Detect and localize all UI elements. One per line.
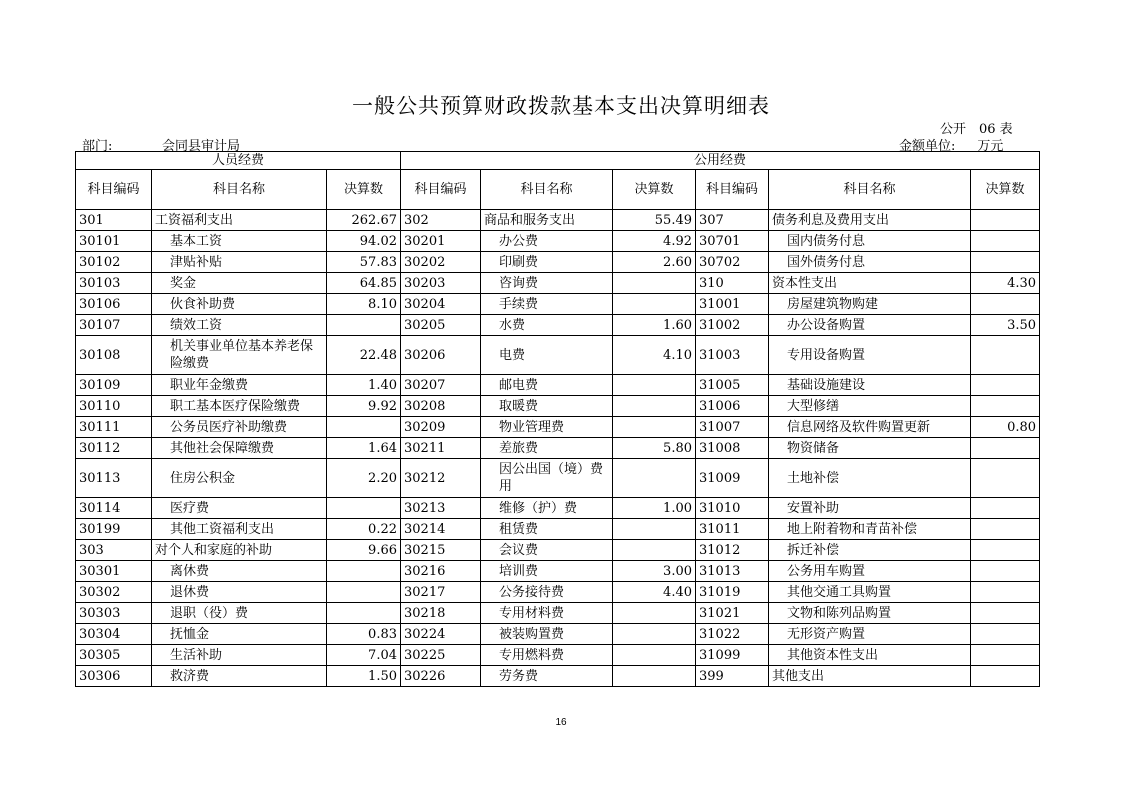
cell-name: 取暖费 xyxy=(481,396,613,417)
cell-name: 医疗费 xyxy=(152,498,327,519)
cell-name: 会议费 xyxy=(481,540,613,561)
cell-name: 伙食补助费 xyxy=(152,294,327,315)
cell-code: 30203 xyxy=(401,273,481,294)
cell-code: 30226 xyxy=(401,666,481,687)
cell-code: 31099 xyxy=(696,645,769,666)
cell-amount: 1.64 xyxy=(327,438,401,459)
cell-amount xyxy=(971,666,1040,687)
cell-code: 31008 xyxy=(696,438,769,459)
cell-amount xyxy=(613,519,696,540)
cell-amount xyxy=(971,231,1040,252)
cell-amount: 1.50 xyxy=(327,666,401,687)
cell-name: 咨询费 xyxy=(481,273,613,294)
table-row xyxy=(76,231,1040,252)
cell-name: 职业年金缴费 xyxy=(152,375,327,396)
cell-amount xyxy=(613,417,696,438)
cell-code: 30101 xyxy=(76,231,152,252)
cell-code: 30113 xyxy=(76,459,152,498)
cell-code: 30303 xyxy=(76,603,152,624)
cell-code: 30306 xyxy=(76,666,152,687)
cell-name: 专用材料费 xyxy=(481,603,613,624)
cell-code: 31007 xyxy=(696,417,769,438)
cell-code: 30305 xyxy=(76,645,152,666)
cell-name: 其他支出 xyxy=(769,666,971,687)
cell-amount: 2.20 xyxy=(327,459,401,498)
cell-amount xyxy=(613,603,696,624)
cell-code: 30205 xyxy=(401,315,481,336)
cell-amount: 4.10 xyxy=(613,336,696,375)
cell-amount: 4.30 xyxy=(971,273,1040,294)
table-row xyxy=(76,459,1040,498)
cell-name: 公务用车购置 xyxy=(769,561,971,582)
header-amount: 决算数 xyxy=(327,170,401,210)
cell-amount xyxy=(327,561,401,582)
table-row xyxy=(76,540,1040,561)
cell-name: 津贴补贴 xyxy=(152,252,327,273)
cell-code: 30110 xyxy=(76,396,152,417)
table-row xyxy=(76,396,1040,417)
cell-name: 基础设施建设 xyxy=(769,375,971,396)
cell-code: 30701 xyxy=(696,231,769,252)
cell-name: 奖金 xyxy=(152,273,327,294)
cell-amount: 3.00 xyxy=(613,561,696,582)
cell-name: 维修（护）费 xyxy=(481,498,613,519)
cell-amount xyxy=(613,624,696,645)
cell-name: 退休费 xyxy=(152,582,327,603)
cell-name: 机关事业单位基本养老保险缴费 xyxy=(152,336,327,375)
cell-code: 31005 xyxy=(696,375,769,396)
cell-amount xyxy=(613,459,696,498)
cell-code: 307 xyxy=(696,210,769,231)
cell-name: 物资储备 xyxy=(769,438,971,459)
cell-amount: 8.10 xyxy=(327,294,401,315)
cell-name: 公务员医疗补助缴费 xyxy=(152,417,327,438)
cell-amount: 1.40 xyxy=(327,375,401,396)
cell-name: 文物和陈列品购置 xyxy=(769,603,971,624)
cell-name: 其他资本性支出 xyxy=(769,645,971,666)
cell-amount: 0.22 xyxy=(327,519,401,540)
cell-code: 30301 xyxy=(76,561,152,582)
cell-name: 拆迁补偿 xyxy=(769,540,971,561)
cell-amount xyxy=(327,498,401,519)
cell-amount: 5.80 xyxy=(613,438,696,459)
group-personnel: 人员经费 xyxy=(76,152,401,170)
cell-name: 办公设备购置 xyxy=(769,315,971,336)
group-header-row xyxy=(76,152,1040,170)
table-row xyxy=(76,273,1040,294)
cell-amount xyxy=(971,438,1040,459)
cell-code: 301 xyxy=(76,210,152,231)
cell-name: 土地补偿 xyxy=(769,459,971,498)
cell-amount: 9.66 xyxy=(327,540,401,561)
cell-name: 地上附着物和青苗补偿 xyxy=(769,519,971,540)
cell-amount xyxy=(327,582,401,603)
cell-name: 住房公积金 xyxy=(152,459,327,498)
header-code: 科目编码 xyxy=(696,170,769,210)
cell-amount xyxy=(613,273,696,294)
cell-amount: 0.83 xyxy=(327,624,401,645)
cell-amount: 0.80 xyxy=(971,417,1040,438)
cell-amount: 4.92 xyxy=(613,231,696,252)
table-row xyxy=(76,645,1040,666)
cell-name: 公务接待费 xyxy=(481,582,613,603)
cell-amount: 64.85 xyxy=(327,273,401,294)
cell-name: 差旅费 xyxy=(481,438,613,459)
cell-code: 30218 xyxy=(401,603,481,624)
form-number: 公开 06 表 xyxy=(940,122,1013,137)
cell-code: 30215 xyxy=(401,540,481,561)
cell-name: 水费 xyxy=(481,315,613,336)
cell-amount: 7.04 xyxy=(327,645,401,666)
cell-amount: 262.67 xyxy=(327,210,401,231)
table-row xyxy=(76,294,1040,315)
cell-code: 30206 xyxy=(401,336,481,375)
cell-name: 被装购置费 xyxy=(481,624,613,645)
cell-code: 31011 xyxy=(696,519,769,540)
cell-amount: 22.48 xyxy=(327,336,401,375)
cell-name: 劳务费 xyxy=(481,666,613,687)
table-row xyxy=(76,519,1040,540)
cell-code: 30212 xyxy=(401,459,481,498)
cell-code: 30112 xyxy=(76,438,152,459)
cell-amount: 4.40 xyxy=(613,582,696,603)
cell-name: 房屋建筑物购建 xyxy=(769,294,971,315)
cell-name: 印刷费 xyxy=(481,252,613,273)
cell-amount xyxy=(971,624,1040,645)
cell-code: 31010 xyxy=(696,498,769,519)
table-row xyxy=(76,582,1040,603)
cell-amount xyxy=(613,294,696,315)
header-code: 科目编码 xyxy=(76,170,152,210)
group-public: 公用经费 xyxy=(401,152,1040,170)
cell-name: 无形资产购置 xyxy=(769,624,971,645)
cell-code: 302 xyxy=(401,210,481,231)
cell-code: 31012 xyxy=(696,540,769,561)
cell-name: 专用燃料费 xyxy=(481,645,613,666)
cell-name: 绩效工资 xyxy=(152,315,327,336)
table-row xyxy=(76,336,1040,375)
cell-code: 30108 xyxy=(76,336,152,375)
cell-code: 399 xyxy=(696,666,769,687)
cell-code: 30224 xyxy=(401,624,481,645)
cell-name: 其他交通工具购置 xyxy=(769,582,971,603)
cell-amount xyxy=(613,645,696,666)
cell-amount xyxy=(971,375,1040,396)
cell-code: 310 xyxy=(696,273,769,294)
cell-name: 其他社会保障缴费 xyxy=(152,438,327,459)
expenditure-table xyxy=(75,151,1040,687)
header-amount: 决算数 xyxy=(613,170,696,210)
cell-amount: 3.50 xyxy=(971,315,1040,336)
cell-name: 基本工资 xyxy=(152,231,327,252)
header-code: 科目编码 xyxy=(401,170,481,210)
cell-code: 30202 xyxy=(401,252,481,273)
cell-amount xyxy=(613,666,696,687)
cell-amount xyxy=(971,519,1040,540)
cell-code: 30114 xyxy=(76,498,152,519)
cell-code: 31006 xyxy=(696,396,769,417)
cell-code: 30107 xyxy=(76,315,152,336)
cell-amount xyxy=(971,603,1040,624)
cell-amount xyxy=(613,540,696,561)
cell-code: 30199 xyxy=(76,519,152,540)
cell-name: 国外债务付息 xyxy=(769,252,971,273)
cell-name: 邮电费 xyxy=(481,375,613,396)
cell-code: 30204 xyxy=(401,294,481,315)
cell-code: 30302 xyxy=(76,582,152,603)
table-row xyxy=(76,561,1040,582)
cell-code: 30213 xyxy=(401,498,481,519)
cell-amount xyxy=(327,315,401,336)
cell-name: 大型修缮 xyxy=(769,396,971,417)
table-row xyxy=(76,603,1040,624)
cell-amount xyxy=(613,396,696,417)
cell-amount xyxy=(971,396,1040,417)
table-row xyxy=(76,210,1040,231)
cell-code: 31002 xyxy=(696,315,769,336)
cell-name: 办公费 xyxy=(481,231,613,252)
cell-name: 手续费 xyxy=(481,294,613,315)
cell-name: 其他工资福利支出 xyxy=(152,519,327,540)
table-row xyxy=(76,624,1040,645)
header-name: 科目名称 xyxy=(769,170,971,210)
cell-name: 专用设备购置 xyxy=(769,336,971,375)
department-label: 部门: xyxy=(82,139,113,154)
cell-amount xyxy=(613,375,696,396)
cell-name: 商品和服务支出 xyxy=(481,210,613,231)
cell-code: 31009 xyxy=(696,459,769,498)
cell-name: 生活补助 xyxy=(152,645,327,666)
cell-code: 31021 xyxy=(696,603,769,624)
department-value: 会同县审计局 xyxy=(162,139,241,154)
cell-amount xyxy=(971,561,1040,582)
cell-name: 抚恤金 xyxy=(152,624,327,645)
cell-amount xyxy=(971,582,1040,603)
cell-name: 租赁费 xyxy=(481,519,613,540)
cell-amount xyxy=(971,294,1040,315)
cell-name: 信息网络及软件购置更新 xyxy=(769,417,971,438)
cell-name: 物业管理费 xyxy=(481,417,613,438)
cell-code: 30103 xyxy=(76,273,152,294)
table-row xyxy=(76,417,1040,438)
cell-code: 30225 xyxy=(401,645,481,666)
cell-code: 30207 xyxy=(401,375,481,396)
cell-code: 30109 xyxy=(76,375,152,396)
amount-unit-value: 万元 xyxy=(977,139,1004,154)
cell-code: 30111 xyxy=(76,417,152,438)
table-row xyxy=(76,252,1040,273)
cell-name: 对个人和家庭的补助 xyxy=(152,540,327,561)
cell-name: 因公出国（境）费用 xyxy=(481,459,613,498)
cell-name: 资本性支出 xyxy=(769,273,971,294)
cell-amount: 55.49 xyxy=(613,210,696,231)
cell-name: 电费 xyxy=(481,336,613,375)
page-number: 16 xyxy=(555,717,567,728)
cell-code: 31019 xyxy=(696,582,769,603)
cell-name: 退职（役）费 xyxy=(152,603,327,624)
cell-amount: 9.92 xyxy=(327,396,401,417)
cell-code: 30102 xyxy=(76,252,152,273)
cell-code: 30702 xyxy=(696,252,769,273)
cell-code: 30201 xyxy=(401,231,481,252)
header-name: 科目名称 xyxy=(481,170,613,210)
cell-code: 31001 xyxy=(696,294,769,315)
cell-name: 债务利息及费用支出 xyxy=(769,210,971,231)
cell-name: 国内债务付息 xyxy=(769,231,971,252)
header-amount: 决算数 xyxy=(971,170,1040,210)
column-header-row xyxy=(76,170,1040,210)
cell-name: 培训费 xyxy=(481,561,613,582)
table-row xyxy=(76,666,1040,687)
cell-name: 职工基本医疗保险缴费 xyxy=(152,396,327,417)
cell-code: 31003 xyxy=(696,336,769,375)
cell-amount: 57.83 xyxy=(327,252,401,273)
cell-name: 工资福利支出 xyxy=(152,210,327,231)
cell-amount xyxy=(971,645,1040,666)
amount-unit-label: 金额单位: xyxy=(899,139,956,154)
cell-name: 救济费 xyxy=(152,666,327,687)
cell-amount xyxy=(971,252,1040,273)
cell-amount xyxy=(971,336,1040,375)
cell-amount xyxy=(971,498,1040,519)
table-row xyxy=(76,315,1040,336)
cell-amount: 94.02 xyxy=(327,231,401,252)
cell-code: 303 xyxy=(76,540,152,561)
cell-code: 30209 xyxy=(401,417,481,438)
cell-amount xyxy=(971,459,1040,498)
cell-amount xyxy=(971,210,1040,231)
cell-code: 30216 xyxy=(401,561,481,582)
cell-code: 30304 xyxy=(76,624,152,645)
header-name: 科目名称 xyxy=(152,170,327,210)
table-row xyxy=(76,498,1040,519)
cell-amount: 1.60 xyxy=(613,315,696,336)
cell-code: 30217 xyxy=(401,582,481,603)
cell-name: 离休费 xyxy=(152,561,327,582)
table-row xyxy=(76,438,1040,459)
cell-amount: 2.60 xyxy=(613,252,696,273)
cell-code: 31013 xyxy=(696,561,769,582)
cell-amount xyxy=(327,603,401,624)
cell-amount xyxy=(327,417,401,438)
cell-code: 30106 xyxy=(76,294,152,315)
cell-code: 30208 xyxy=(401,396,481,417)
table-row xyxy=(76,375,1040,396)
cell-code: 31022 xyxy=(696,624,769,645)
cell-code: 30211 xyxy=(401,438,481,459)
cell-name: 安置补助 xyxy=(769,498,971,519)
cell-code: 30214 xyxy=(401,519,481,540)
cell-amount: 1.00 xyxy=(613,498,696,519)
page-title: 一般公共预算财政拨款基本支出决算明细表 xyxy=(352,94,770,118)
cell-amount xyxy=(971,540,1040,561)
